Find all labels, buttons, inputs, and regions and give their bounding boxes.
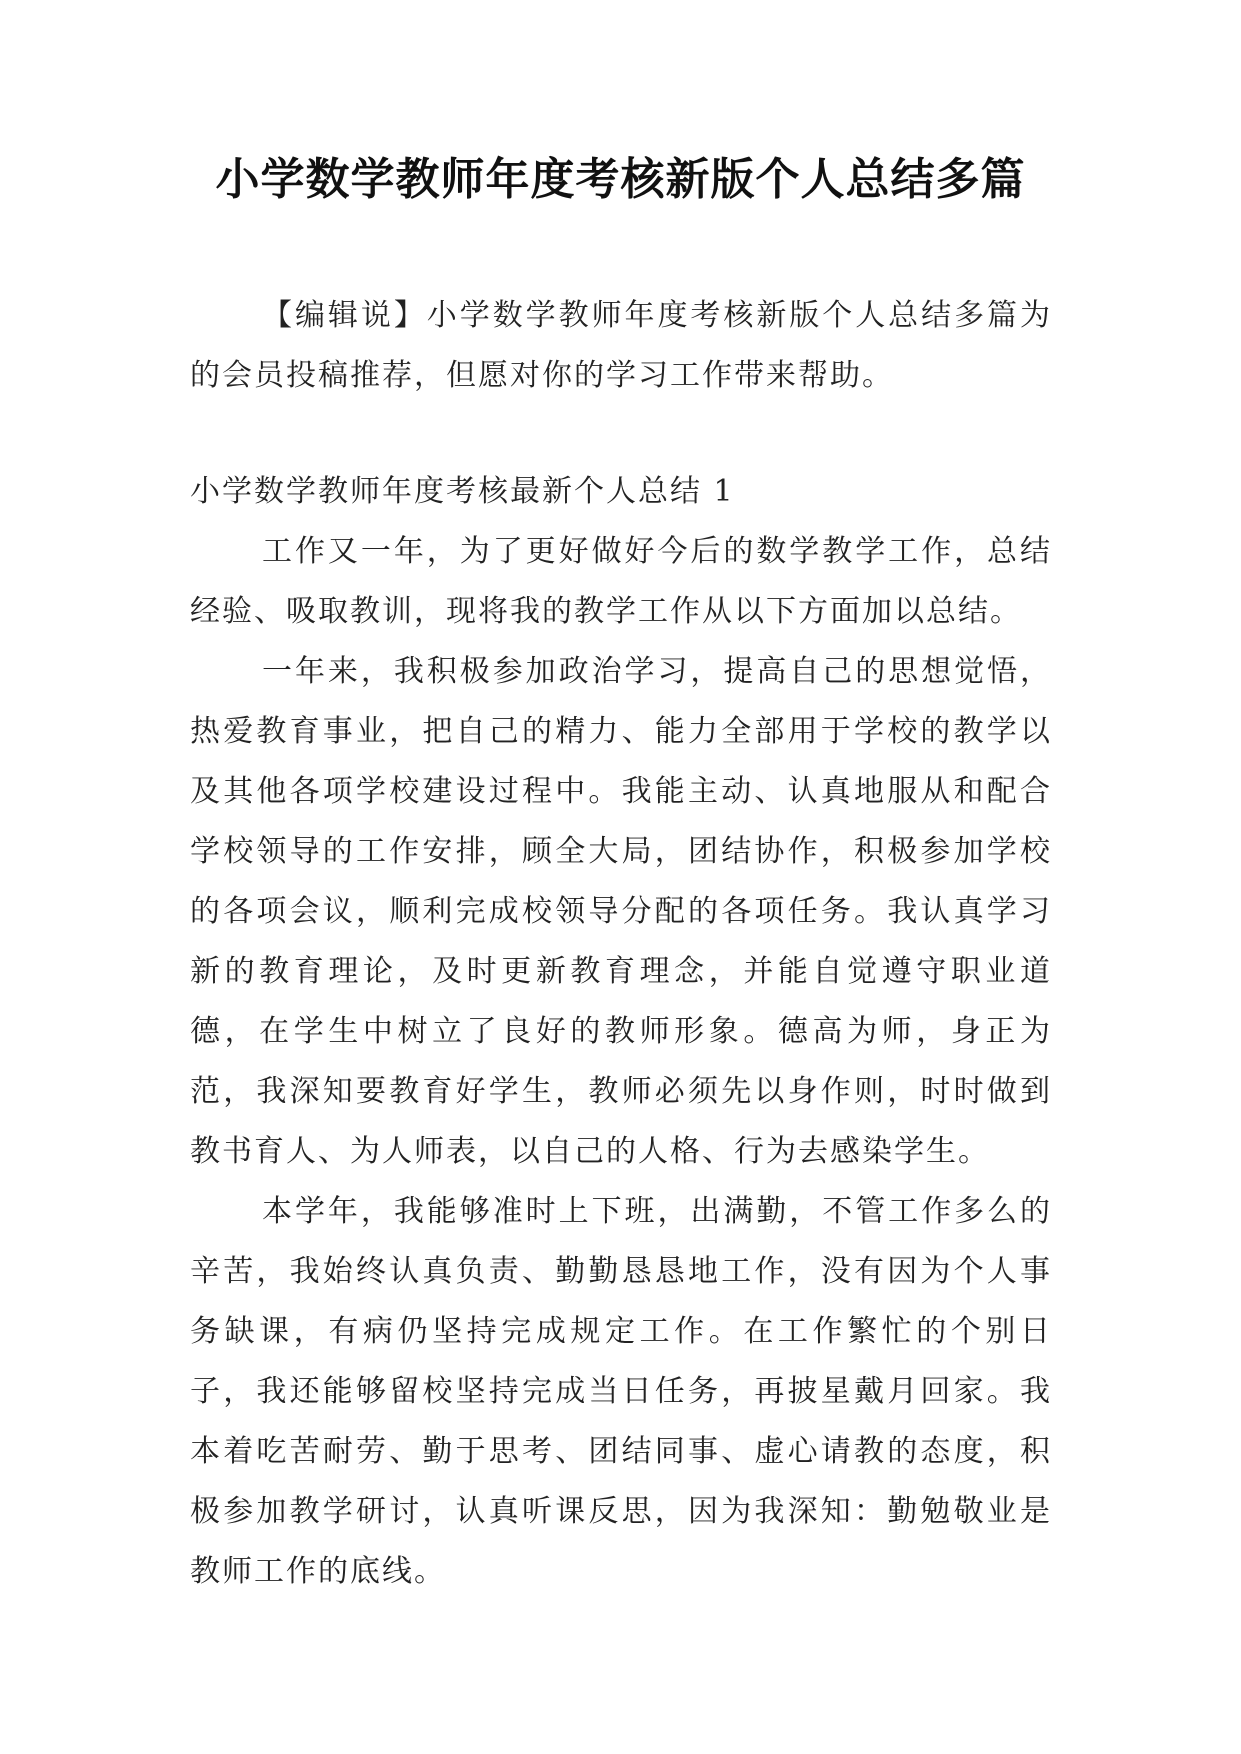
editor-intro: 【编辑说】小学数学教师年度考核新版个人总结多篇为的会员投稿推荐，但愿对你的学习工作带来帮助。 <box>190 298 1052 393</box>
document-title: 小学数学教师年度考核新版个人总结多篇 <box>215 154 1026 205</box>
section-heading: 小学数学教师年度考核最新个人总结 1 <box>190 474 735 509</box>
paragraph: 本学年，我能够准时上下班，出满勤，不管工作多么的辛苦，我始终认真负责、勤勤恳恳地工作，没有因为个人事务缺课，有病仍坚持完成规定工作。在工作繁忙的个别日子，我还能够留校坚持完成当日任务，再披星戴月回家。我本着吃苦耐劳、勤于思考、团结同事、虚心请教的态度，积极参加教学研讨，认真听课反思，因为我深知：勤勉敬业是教师工作的底线。 <box>190 1194 1052 1589</box>
paragraph: 工作又一年，为了更好做好今后的数学教学工作，总结经验、吸取教训，现将我的教学工作从以下方面加以总结。 <box>190 534 1052 629</box>
paragraph: 一年来，我积极参加政治学习，提高自己的思想觉悟，热爱教育事业，把自己的精力、能力全部用于学校的教学以及其他各项学校建设过程中。我能主动、认真地服从和配合学校领导的工作安排，顾全大局，团结协作，积极参加学校的各项会议，顺利完成校领导分配的各项任务。我认真学习新的教育理论，及时更新教育理念，并能自觉遵守职业道德，在学生中树立了良好的教师形象。德高为师，身正为范，我深知要教育好学生，教师必须先以身作则，时时做到教书育人、为人师表，以自己的人格、行为去感染学生。 <box>190 654 1052 1169</box>
